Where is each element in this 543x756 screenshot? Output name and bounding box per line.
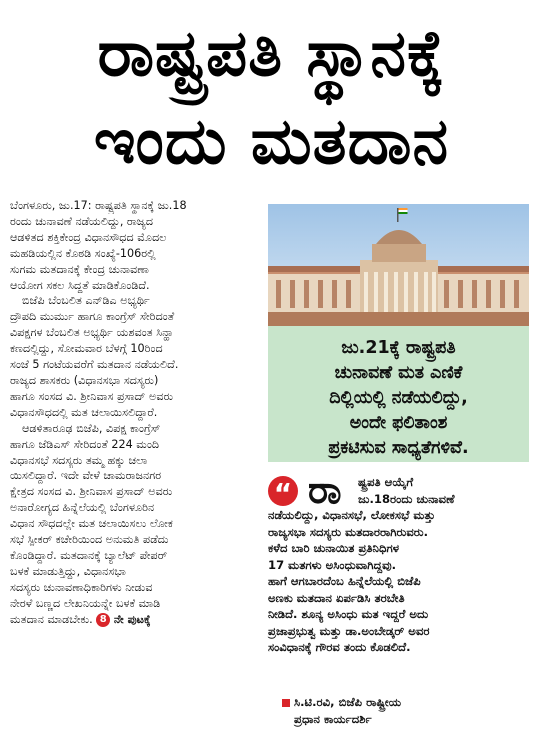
quote-dropcap: ರಾ — [308, 468, 342, 512]
callout-line: ಚುನಾವಣೆ ಮತ ಎಣಿಕೆ — [334, 363, 463, 383]
continued-page-badge: 8 — [96, 613, 110, 627]
callout-line: ಪ್ರಕಟಿಸುವ ಸಾಧ್ಯತೆಗಳಿವೆ. — [328, 438, 469, 458]
signature-line — [282, 694, 532, 711]
article-line: ಬಿಜೆಪಿ ಬೆಂಬಲಿತ ಎನ್‌ಡಿಎ ಅಭ್ಯರ್ಥಿ — [22, 294, 150, 308]
signature-title: ಪ್ರಧಾನ ಕಾರ್ಯದರ್ಶಿ — [294, 711, 372, 726]
quote-line: ರಾಜ್ಯಸಭಾ ಸದಸ್ಯರು ಮತದಾರರಾಗಿರುವರು. — [268, 524, 429, 539]
callout-line: ಜು.21ಕ್ಕೆ ರಾಷ್ಟ್ರಪತಿ — [341, 338, 456, 358]
quote-line: ಸಂವಿಧಾನಕ್ಕೆ ಗೌರವ ತಂದು ಕೊಡಲಿದೆ. — [268, 640, 411, 654]
quote-line: ಕಳೆದ ಬಾರಿ ಚುನಾಯಿತ ಪ್ರತಿನಿಧಿಗಳ — [268, 541, 400, 555]
article-line: ಮತದಾನ ಮಾಡಬೇಕು. — [10, 612, 93, 626]
building-illustration — [268, 204, 529, 326]
left-column-article — [10, 198, 260, 627]
article-line: ಮಹಡಿಯಲ್ಲಿನ ಕೊಠಡಿ ಸಂಖ್ಯೆ-106ರಲ್ಲಿ — [10, 246, 156, 260]
article-line: ಸದಸ್ಯರು ಚುನಾವಣಾಧಿಕಾರಿಗಳು ನೀಡುವ — [10, 580, 153, 594]
article-line: ಬಳಕೆ ಮಾಡುತ್ತಿದ್ದು, ವಿಧಾನಸಭಾ — [10, 564, 126, 578]
article-line: ಯಿಸಲಿದ್ದಾರೆ. ಇದೇ ವೇಳೆ ಚಾಮರಾಜನಗರ — [10, 469, 162, 483]
article-line: ಅನಾರೋಗ್ಯದ ಹಿನ್ನೆಲೆಯಲ್ಲಿ ಬೆಂಗಳೂರಿನ — [10, 501, 155, 515]
quote-first-lines — [358, 474, 455, 507]
article-line: ಆಡಳಿತಾರೂಢ ಬಿಜೆಪಿ, ವಿಪಕ್ಷ ಕಾಂಗ್ರೆಸ್ — [22, 421, 161, 435]
headline-line-1: ರಾಷ್ಟ್ರಪತಿ ಸ್ಥಾನಕ್ಕೆ — [97, 17, 446, 91]
continued-label: ನೇ ಪುಟಕ್ಕೆ — [113, 612, 151, 626]
quote-signature — [282, 694, 532, 727]
quote-line: ಷ್ಟ್ರಪತಿ ಆಯ್ಕೆಗೆ — [358, 475, 414, 489]
quote-line: ಅಣಕು ಮತದಾನ ಏರ್ಪಡಿಸಿ ತರಬೇತಿ — [268, 590, 405, 605]
article-line: ದ್ರೌಪದಿ ಮುರ್ಮು ಹಾಗೂ ಕಾಂಗ್ರೆಸ್ ಸೇರಿದಂತೆ — [10, 310, 175, 324]
article-line: ಸಂಜೆ 5 ಗಂಟೆಯವರೆಗೆ ಮತದಾನ ನಡೆಯಲಿದೆ. — [10, 358, 179, 372]
article-line: ಕ್ಷೇತ್ರದ ಸಂಸದ ವಿ. ಶ್ರೀನಿವಾಸ ಪ್ರಸಾದ್ ಅವರು — [10, 485, 173, 499]
bullet-square-icon — [282, 699, 290, 707]
article-line: ಕೊಂಡಿದ್ದಾರೆ. ಮತದಾನಕ್ಕೆ ಬ್ಯಾಲೆಟ್ ಪೇಪರ್ — [10, 548, 168, 562]
article-line: ಆಯೋಗ ಸಕಲ ಸಿದ್ಧತೆ ಮಾಡಿಕೊಂಡಿದೆ. — [10, 278, 150, 292]
signature-name: ಸಿ.ಟಿ.ರವಿ, ಬಿಜೆಪಿ ರಾಷ್ಟ್ರೀಯ — [294, 695, 402, 709]
quote-icon: “ — [268, 476, 298, 506]
callout-line: ಅಂದೇ ಫಲಿತಾಂಶ — [349, 413, 448, 433]
article-line: ಹಾಗೂ ಸಂಸದ ವಿ. ಶ್ರೀನಿವಾಸ ಪ್ರಸಾದ್ ಅವರು — [10, 389, 174, 403]
article-line: ಆಡಳಿತದ ಶಕ್ತಿಕೇಂದ್ರ ವಿಧಾನಸೌಧದ ಮೊದಲ — [10, 230, 167, 244]
quote-line: ನೀಡಿದೆ. ಶೂನ್ಯ ಅಸಿಂಧು ಮತ ಇದ್ದರೆ ಅದು — [268, 607, 429, 621]
quote-line: ಪ್ರಜಾಪ್ರಭುತ್ವ ಮತ್ತು ಡಾ.ಅಂಬೇಡ್ಕರ್ ಅವರ — [268, 623, 430, 638]
article-line: ನೇರಳೆ ಬಣ್ಣದ ಲೇಖನಿಯನ್ನೇ ಬಳಕೆ ಮಾಡಿ — [10, 596, 161, 610]
article-line: ಬೆಂಗಳೂರು, ಜು.17: ರಾಷ್ಟ್ರಪತಿ ಸ್ಥಾನಕ್ಕೆ ಜು.18 — [10, 199, 187, 212]
article-line: ವಿಪಕ್ಷಗಳ ಬೆಂಬಲಿತ ಅಭ್ಯರ್ಥಿ ಯಶವಂತ ಸಿನ್ಹಾ — [10, 326, 174, 340]
rashtrapati-bhavan-photo — [268, 204, 529, 326]
article-line: ವಿಧಾನ ಸೌಧದಲ್ಲೇ ಮತ ಚಲಾಯಿಸಲು ಲೋಕ — [10, 517, 173, 531]
headline-line-2: ಇಂದು ಮತದಾನ — [93, 105, 450, 179]
callout-line: ದಿಲ್ಲಿಯಲ್ಲಿ ನಡೆಯಲಿದ್ದು, — [329, 388, 468, 408]
article-line: ಸಭೆ ಸ್ಪೀಕರ್ ಕಚೇರಿಯಿಂದ ಅನುಮತಿ ಪಡೆದು — [10, 533, 169, 547]
highlight-callout-box — [268, 326, 529, 462]
article-line-last — [10, 612, 260, 628]
quote-line: 17 ಮತಗಳು ಅಸಿಂಧುವಾಗಿದ್ದವು. — [268, 557, 397, 572]
article-line: ಕಣದಲ್ಲಿದ್ದು, ಸೋಮವಾರ ಬೆಳಗ್ಗೆ 10ರಿಂದ — [10, 342, 163, 356]
article-line: ವಿಧಾನಸಭೆ ಸದಸ್ಯರು ತಮ್ಮ ಹಕ್ಕು ಚಲಾ — [10, 453, 148, 467]
quote-line: ನಡೆಯಲಿದ್ದು, ವಿಧಾನಸಭೆ, ಲೋಕಸಭೆ ಮತ್ತು — [268, 508, 436, 522]
quote-line: ಹಾಗೆ ಆಗಬಾರದೆಂಬ ಹಿನ್ನೆಲೆಯಲ್ಲಿ ಬಿಜೆಪಿ — [268, 574, 421, 588]
article-line: ವಿಧಾನಸೌಧದಲ್ಲಿ ಮತ ಚಲಾಯಿಸಲಿದ್ದಾರೆ. — [10, 405, 158, 419]
quote-body — [268, 507, 533, 656]
article-line: ರಾಜ್ಯದ ಶಾಸಕರು (ವಿಧಾನಸಭಾ ಸದಸ್ಯರು) — [10, 373, 159, 387]
article-line: ಹಾಗೂ ಜೆಡಿಎಸ್ ಸೇರಿದಂತೆ 224 ಮಂದಿ — [10, 437, 160, 451]
quote-line: ಜು.18ರಂದು ಚುನಾವಣೆ — [358, 491, 455, 506]
article-line: ಸುಗಮ ಮತದಾನಕ್ಕೆ ಕೇಂದ್ರ ಚುನಾವಣಾ — [10, 262, 149, 276]
article-line: ರಂದು ಚುನಾವಣೆ ನಡೆಯಲಿದ್ದು, ರಾಜ್ಯದ — [10, 214, 154, 228]
